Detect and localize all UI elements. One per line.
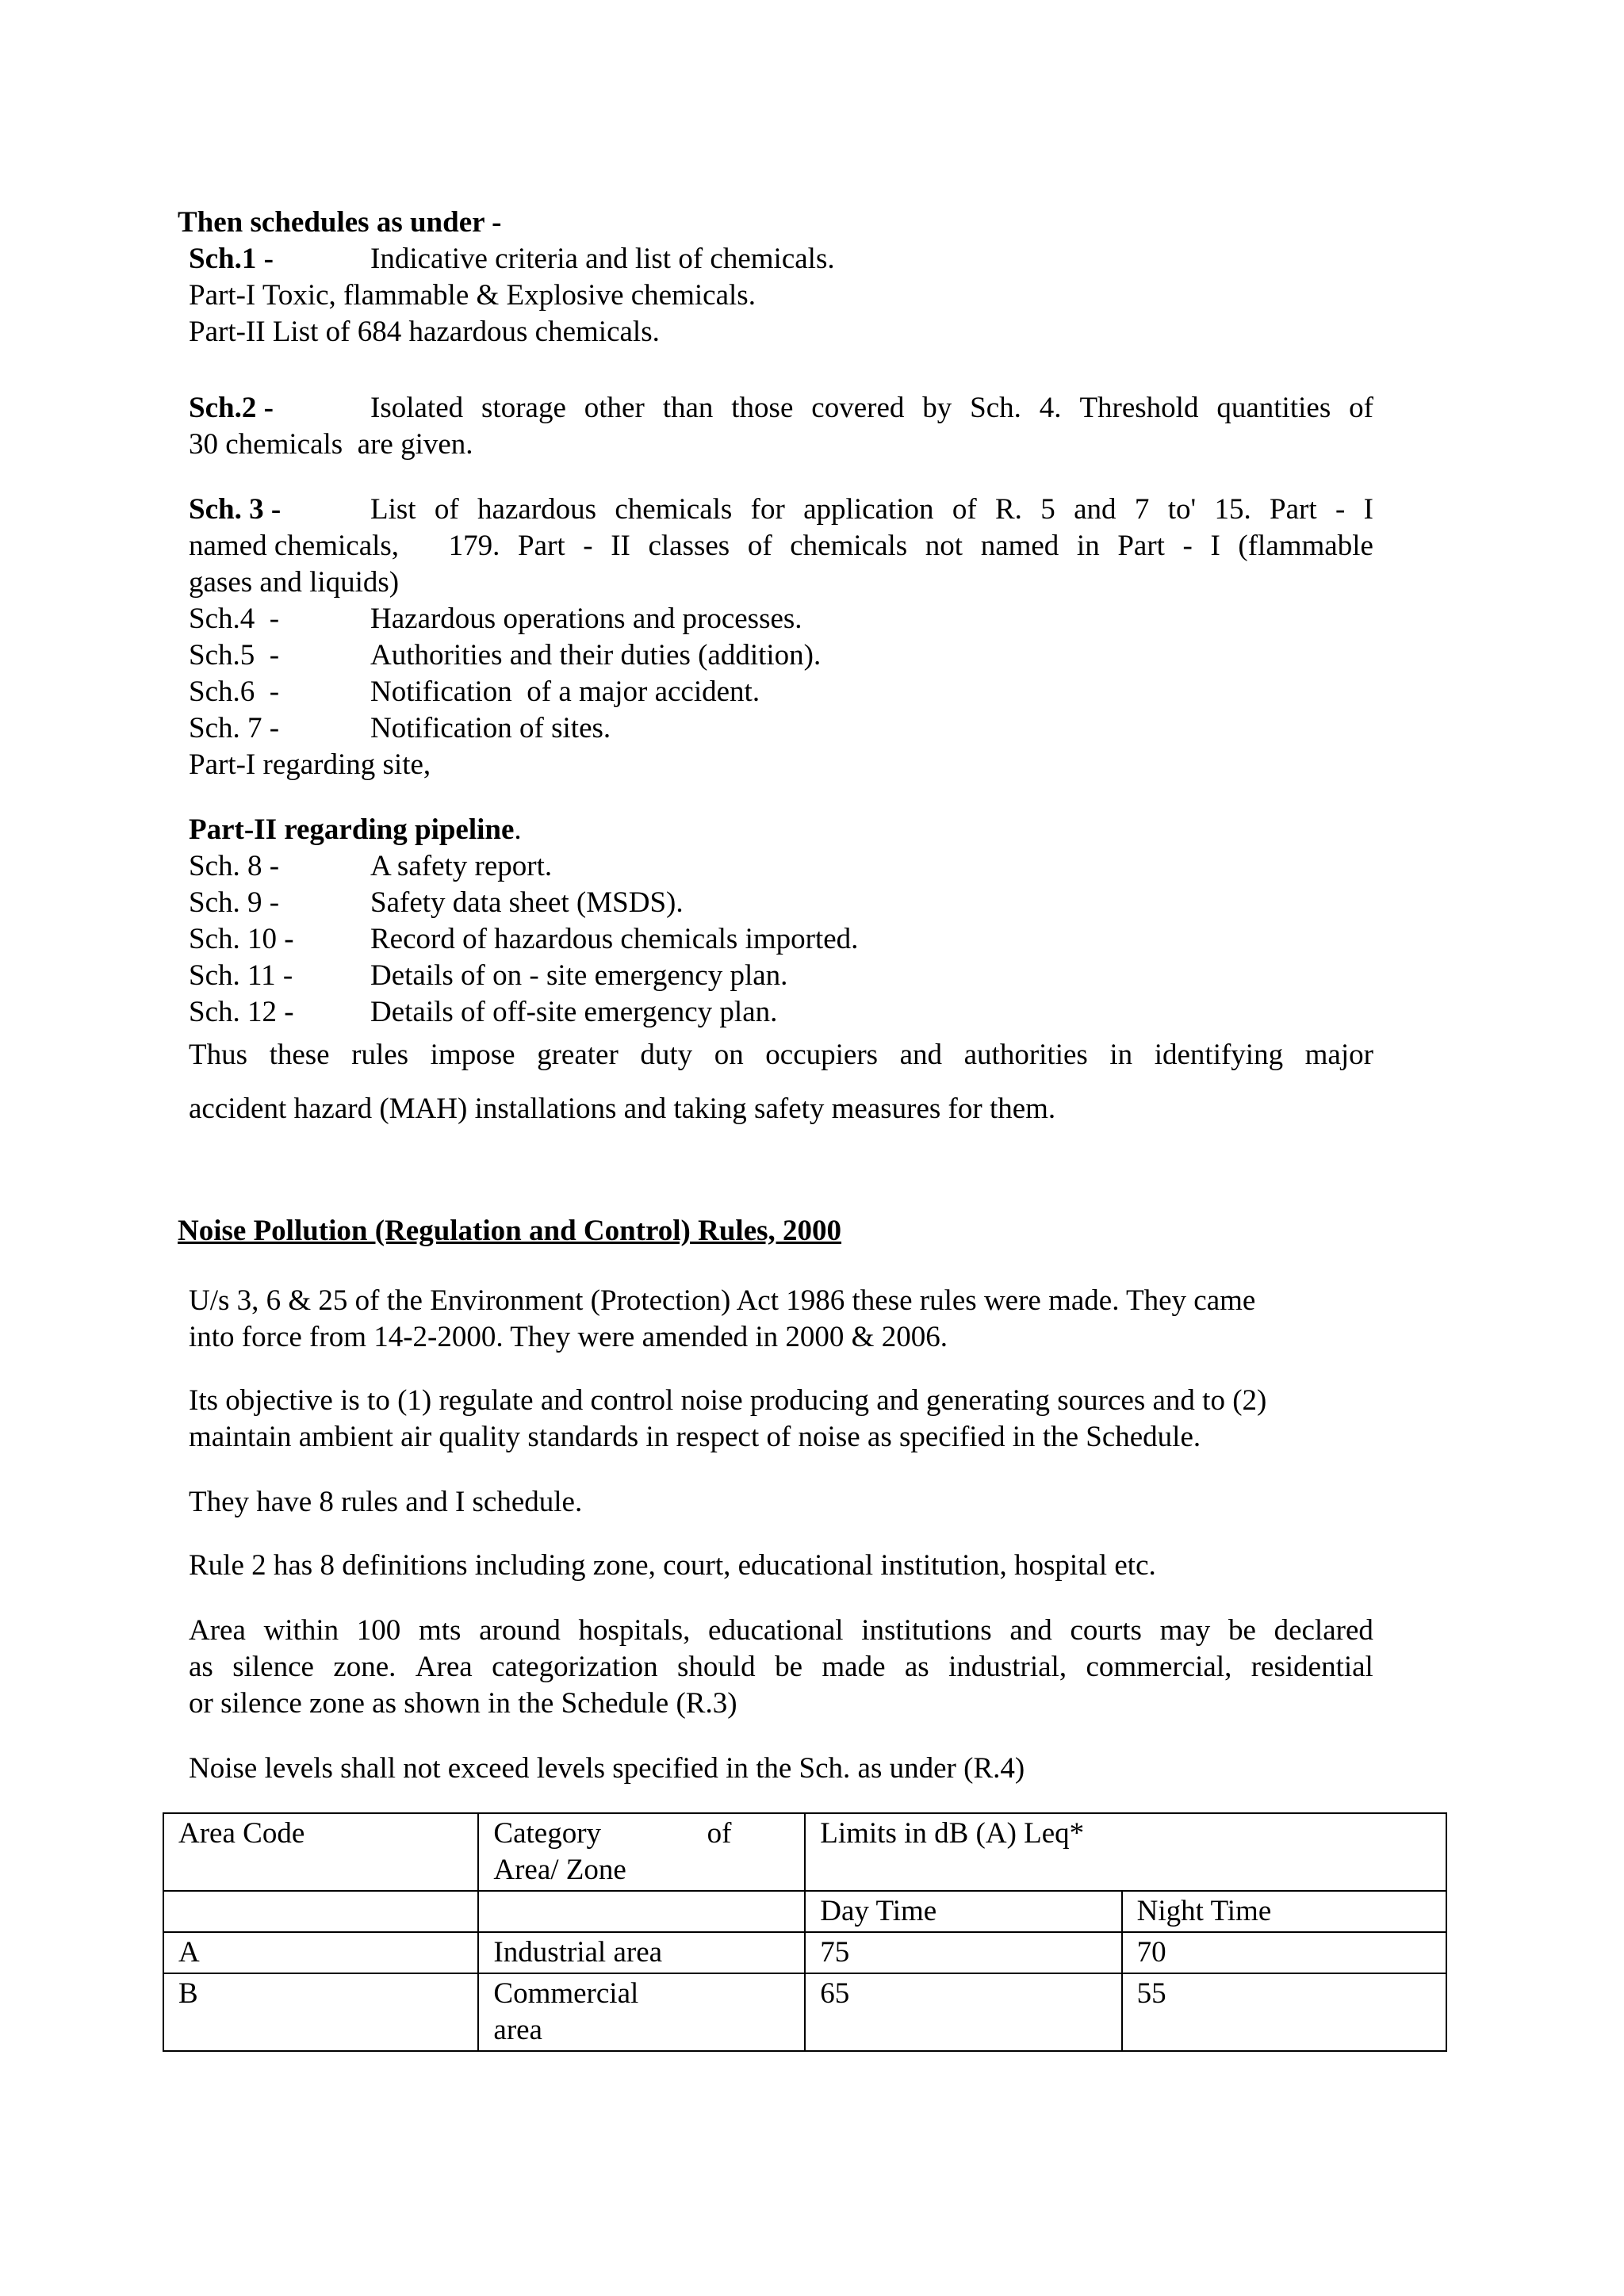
- sch7-text: Notification of sites.: [370, 712, 611, 744]
- sch12-text: Details of off-site emergency plan.: [370, 996, 778, 1028]
- para5-line1: Area within 100 mts around hospitals, educational institutions and courts may be declared: [189, 1614, 1373, 1647]
- sch8-text: A safety report.: [370, 850, 553, 882]
- noise-limits-table: [163, 1812, 1447, 2052]
- row-a-day: 75: [805, 1932, 1121, 1973]
- row-b-category-line1: Commercial: [493, 1977, 639, 2010]
- para1-line1: U/s 3, 6 & 25 of the Environment (Protection) Act 1986 these rules were made. They came: [189, 1284, 1256, 1317]
- table-header-row: [163, 1813, 1446, 1891]
- sch12-label: Sch. 12 -: [189, 996, 294, 1028]
- part2-pipeline-label: Part-II regarding pipeline: [189, 813, 515, 846]
- row-a-category: Industrial area: [478, 1932, 805, 1973]
- sch11-text: Details of on - site emergency plan.: [370, 959, 788, 992]
- subheader-empty-2: [478, 1891, 805, 1932]
- sch10-label: Sch. 10 -: [189, 923, 294, 955]
- sch9-text: Safety data sheet (MSDS).: [370, 886, 684, 919]
- thus-line2: accident hazard (MAH) installations and taking safety measures for them.: [189, 1093, 1056, 1125]
- sch3-line2: named chemicals, 179. Part - II classes of chemicals not named in Part - I (flammable: [189, 530, 1373, 562]
- header-category-zone: Area/ Zone: [493, 1854, 626, 1886]
- table-row: [163, 1932, 1446, 1973]
- para2-line1: Its objective is to (1) regulate and control noise producing and generating sources and to (2): [189, 1384, 1267, 1417]
- sch11-label: Sch. 11 -: [189, 959, 293, 992]
- header-category-word: Category: [493, 1817, 602, 1850]
- sch1-part2: Part-II List of 684 hazardous chemicals.: [189, 316, 660, 348]
- header-category-of: of: [707, 1817, 732, 1850]
- sch1-text: Indicative criteria and list of chemicals.: [370, 243, 835, 275]
- part2-pipeline: [189, 812, 522, 848]
- sch5-label: Sch.5 -: [189, 639, 280, 672]
- sch2-label: Sch.2 -: [189, 392, 274, 424]
- header-category: [478, 1813, 805, 1891]
- row-a-night: 70: [1122, 1932, 1446, 1973]
- part2-pipeline-period: .: [514, 813, 522, 846]
- para1-line2: into force from 14-2-2000. They were amended in 2000 & 2006.: [189, 1321, 948, 1353]
- sch6-label: Sch.6 -: [189, 675, 280, 708]
- sch9-label: Sch. 9 -: [189, 886, 280, 919]
- sch7-label: Sch. 7 -: [189, 712, 280, 744]
- sch1-label: Sch.1 -: [189, 243, 274, 275]
- thus-line1: Thus these rules impose greater duty on occupiers and authorities in identifying major: [189, 1039, 1373, 1071]
- row-b-night: 55: [1122, 1973, 1446, 2051]
- para4: Rule 2 has 8 definitions including zone, court, educational institution, hospital etc.: [189, 1549, 1156, 1582]
- sch6-text: Notification of a major accident.: [370, 675, 760, 708]
- schedules-intro: Then schedules as under -: [178, 206, 502, 239]
- sch4-label: Sch.4 -: [189, 603, 280, 635]
- header-area-code: Area Code: [163, 1813, 478, 1891]
- row-b-day: 65: [805, 1973, 1121, 2051]
- sch10-text: Record of hazardous chemicals imported.: [370, 923, 859, 955]
- sch2-text-line2: 30 chemicals are given.: [189, 428, 473, 461]
- header-day-time: Day Time: [805, 1891, 1121, 1932]
- subheader-empty-1: [163, 1891, 478, 1932]
- noise-rules-heading: Noise Pollution (Regulation and Control) Rules, 2000: [178, 1215, 842, 1247]
- table-row: [163, 1973, 1446, 2051]
- sch3-line1: List of hazardous chemicals for application of R. 5 and 7 to' 15. Part - I: [370, 493, 1373, 526]
- header-night-time: Night Time: [1122, 1891, 1446, 1932]
- para5-line3: or silence zone as shown in the Schedule (R.3): [189, 1687, 737, 1720]
- sch5-text: Authorities and their duties (addition).: [370, 639, 822, 672]
- row-b-category-line2: area: [493, 2014, 542, 2046]
- para6: Noise levels shall not exceed levels specified in the Sch. as under (R.4): [189, 1752, 1025, 1785]
- sch4-text: Hazardous operations and processes.: [370, 603, 802, 635]
- sch1-part1: Part-I Toxic, flammable & Explosive chemicals.: [189, 279, 756, 312]
- row-a-code: A: [163, 1932, 478, 1973]
- table-subheader-row: [163, 1891, 1446, 1932]
- row-b-code: B: [163, 1973, 478, 2051]
- part1-site: Part-I regarding site,: [189, 748, 431, 781]
- para2-line2: maintain ambient air quality standards in respect of noise as specified in the Schedule.: [189, 1421, 1201, 1453]
- header-limits: Limits in dB (A) Leq*: [805, 1813, 1446, 1891]
- row-b-category: [478, 1973, 805, 2051]
- sch2-text-line1: Isolated storage other than those covered by Sch. 4. Threshold quantities of: [370, 392, 1373, 424]
- para5-line2: as silence zone. Area categorization should be made as industrial, commercial, residential: [189, 1651, 1373, 1683]
- sch3-label: Sch. 3 -: [189, 493, 282, 526]
- para3: They have 8 rules and I schedule.: [189, 1486, 583, 1518]
- sch8-label: Sch. 8 -: [189, 850, 280, 882]
- sch3-line3: gases and liquids): [189, 566, 400, 599]
